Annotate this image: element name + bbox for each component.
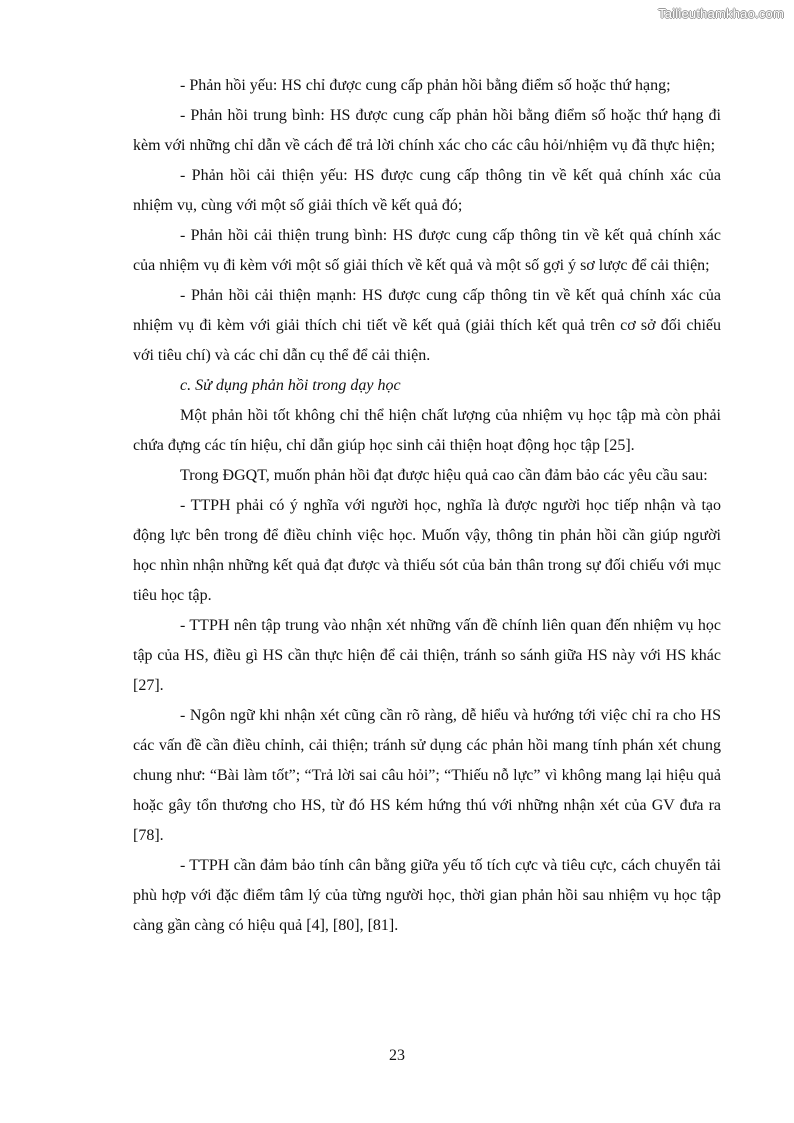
paragraph-good-feedback: Một phản hồi tốt không chỉ thể hiện chất lượng của nhiệm vụ học tập mà còn phải chứa đựng các tín hiệu, chỉ dẫn giúp học sinh cải thiện hoạt động học tập [25].	[133, 407, 721, 454]
paragraph-requirement-language: - Ngôn ngữ khi nhận xét cũng cần rõ ràng, dễ hiểu và hướng tới việc chỉ ra cho HS các vấn đề cần điều chỉnh, cải thiện; tránh sử dụng các phản hồi mang tính phán xét chung chung như: “Bài làm tốt”; “Trả lời sai câu hỏi”; “Thiếu nỗ lực” vì không mang lại hiệu quả hoặc gây tổn thương cho HS, từ đó HS kém hứng thú với những nhận xét của GV đưa ra [78].	[133, 707, 721, 844]
paragraph-requirement-meaningful: - TTPH phải có ý nghĩa với người học, nghĩa là được người học tiếp nhận và tạo động lực bên trong để điều chỉnh việc học. Muốn vậy, thông tin phản hồi cần giúp người học nhìn nhận những kết quả đạt được và thiếu sót của bản thân trong sự đối chiếu với mục tiêu học tập.	[133, 497, 721, 604]
paragraph-requirement-balance: - TTPH cần đảm bảo tính cân bằng giữa yếu tố tích cực và tiêu cực, cách chuyển tải phù hợp với đặc điểm tâm lý của từng người học, thời gian phản hồi sau nhiệm vụ học tập càng gần càng có hiệu quả [4], [80], [81].	[133, 857, 721, 934]
paragraph-weak-improvement-feedback: - Phản hồi cải thiện yếu: HS được cung cấp thông tin về kết quả chính xác của nhiệm vụ, cùng với một số giải thích về kết quả đó;	[133, 167, 721, 214]
document-body	[133, 71, 721, 941]
paragraph-requirement-focus: - TTPH nên tập trung vào nhận xét những vấn đề chính liên quan đến nhiệm vụ học tập của HS, điều gì HS cần thực hiện để cải thiện, tránh so sánh giữa HS này với HS khác [27].	[133, 617, 721, 694]
paragraph-medium-improvement-feedback: - Phản hồi cải thiện trung bình: HS được cung cấp thông tin về kết quả chính xác của nhiệm vụ đi kèm với một số giải thích về kết quả và một số gợi ý sơ lược để cải thiện;	[133, 227, 721, 274]
page-number: 23	[389, 1047, 405, 1064]
watermark: Tailieuthamkhao.com	[658, 6, 784, 21]
section-heading: c. Sử dụng phản hồi trong dạy học	[180, 377, 401, 394]
paragraph-weak-feedback: - Phản hồi yếu: HS chỉ được cung cấp phản hồi bằng điểm số hoặc thứ hạng;	[180, 77, 671, 94]
paragraph-strong-improvement-feedback: - Phản hồi cải thiện mạnh: HS được cung cấp thông tin về kết quả chính xác của nhiệm vụ đi kèm với giải thích chi tiết về kết quả (giải thích kết quả trên cơ sở đối chiếu với tiêu chí) và các chỉ dẫn cụ thể để cải thiện.	[133, 287, 721, 364]
paragraph-medium-feedback: - Phản hồi trung bình: HS được cung cấp phản hồi bằng điểm số hoặc thứ hạng đi kèm với những chỉ dẫn về cách để trả lời chính xác cho các câu hỏi/nhiệm vụ đã thực hiện;	[133, 107, 721, 154]
paragraph-requirements-intro: Trong ĐGQT, muốn phản hồi đạt được hiệu quả cao cần đảm bảo các yêu cầu sau:	[180, 467, 708, 484]
